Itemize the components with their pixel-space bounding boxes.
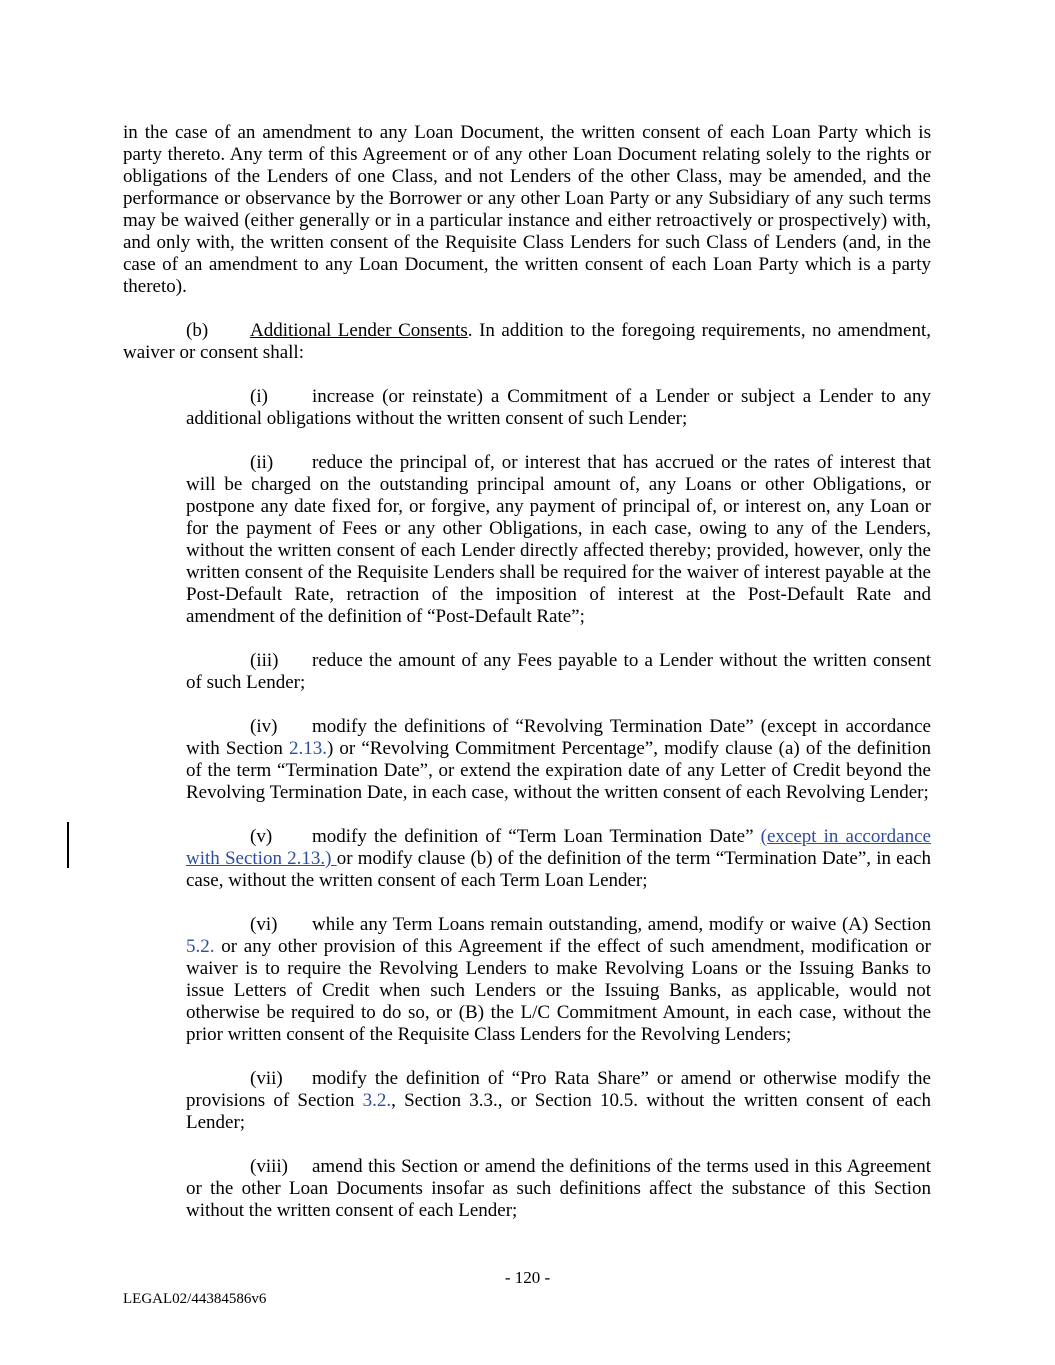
section-label: (b) <box>186 320 209 341</box>
document-id-footer: LEGAL02/44384586v6 <box>123 1291 267 1307</box>
clause-label: (vi) <box>250 914 278 935</box>
clause-vi <box>186 914 931 1046</box>
text-segment: reduce the principal of, or interest that has accrued or the rates of interest that will be charged on the outstanding principal amount of, any Loans or other Obligations, or postpone any date fixed for, or forgive, any payment of principal of, or interest on, any Loan or for the payment of Fees or any other Obligations, in each case, owing to any of the Lenders, without the written consent of each Lender directly affected thereby; provided, however, only the written consent of the Requisite Lenders shall be required for the waiver of interest payable at the Post-Default Rate, retraction of the imposition of interest at the Post-Default Rate and amendment of the definition of “Post-Default Rate”; <box>186 452 931 627</box>
text-segment: or any other provision of this Agreement if the effect of such amendment, modification or waiver is to require the Revolving Lenders to make Revolving Loans or the Issuing Banks to issue Letters of Credit when such Lenders or the Issuing Banks, as applicable, would not otherwise be required to do so, or (B) the L/C Commitment Amount, in each case, without the prior written consent of the Requisite Class Lenders for the Revolving Lenders; <box>186 936 931 1045</box>
clause-vii <box>186 1068 931 1134</box>
text-segment: . In addition to the foregoing requirements, no amendment, waiver or consent shall: <box>123 320 931 363</box>
text-segment: in the case of an amendment to any Loan Document, the written consent of each Loan Party which is party thereto. Any term of this Agreement or of any other Loan Document relating solely to the rights or obligations of the Lenders of one Class, and not Lenders of the other Class, may be amended, and the performance or observance by the Borrower or any other Loan Party or any Subsidiary of any such terms may be waived (either generally or in a particular instance and either retroactively or prospectively) with, and only with, the written consent of the Requisite Class Lenders for such Class of Lenders (and, in the case of an amendment to any Loan Document, the written consent of each Loan Party which is a party thereto). <box>123 122 931 297</box>
section-reference-link[interactable]: 2.13. <box>289 738 327 759</box>
text-segment: or modify clause (b) of the definition of the term “Termination Date”, in each case, without the written consent of each Term Loan Lender; <box>186 848 931 891</box>
clause-i <box>186 386 931 430</box>
text-segment: modify the definition of “Term Loan Termination Date” <box>312 826 761 847</box>
clause-viii <box>186 1156 931 1222</box>
section-reference-link[interactable]: 5.2. <box>186 936 215 957</box>
text-segment: Additional Lender Consents <box>250 320 468 341</box>
text-segment: amend this Section or amend the definitions of the terms used in this Agreement or the other Loan Documents insofar as such definitions affect the substance of this Section without the written consent of each Lender; <box>186 1156 931 1221</box>
text-segment: increase (or reinstate) a Commitment of a Lender or subject a Lender to any additional obligations without the written consent of such Lender; <box>186 386 931 429</box>
clause-label: (v) <box>250 826 273 847</box>
clause-label: (iii) <box>250 650 279 671</box>
clause-label: (ii) <box>250 452 274 473</box>
inserted-redline-text: (except in accordance with Section 2.13.) <box>186 826 931 869</box>
document-body <box>123 122 931 1244</box>
text-segment: modify the definition of “Pro Rata Share” or amend or otherwise modify the provisions of Section <box>186 1068 931 1111</box>
clause-v <box>186 826 931 892</box>
clause-iv <box>186 716 931 804</box>
text-segment: reduce the amount of any Fees payable to a Lender without the written consent of such Lender; <box>186 650 931 693</box>
clause-label: (vii) <box>250 1068 283 1089</box>
clause-text <box>186 452 931 627</box>
paragraph-text <box>123 122 931 297</box>
page-number: - 120 - <box>504 1268 551 1287</box>
clause-iii <box>186 650 931 694</box>
section-reference-link[interactable]: 3.2. <box>362 1090 392 1111</box>
paragraph-section-b <box>123 320 931 364</box>
paragraph-amendment-continuation <box>123 122 931 298</box>
text-segment: ) or “Revolving Commitment Percentage”, modify clause (a) of the definition of the term “Termination Date”, or extend the expiration date of any Letter of Credit beyond the Revolving Termination Date, in each case, without the written consent of each Revolving Lender; <box>186 738 931 803</box>
clause-label: (iv) <box>250 716 278 737</box>
text-segment: , Section 3.3., or Section 10.5. without the written consent of each Lender; <box>186 1090 931 1133</box>
revision-change-bar <box>67 822 69 868</box>
clause-ii <box>186 452 931 628</box>
text-segment: modify the definitions of “Revolving Termination Date” (except in accordance with Section <box>186 716 931 759</box>
clause-label: (i) <box>250 386 268 407</box>
text-segment: while any Term Loans remain outstanding, amend, modify or waive (A) Section <box>312 914 931 935</box>
clause-label: (viii) <box>250 1156 288 1177</box>
